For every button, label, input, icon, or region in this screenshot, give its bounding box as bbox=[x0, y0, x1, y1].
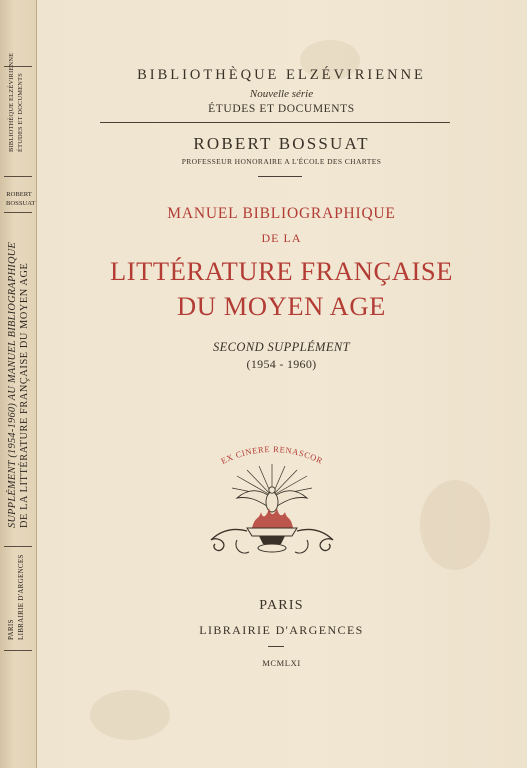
title-line4: DU MOYEN AGE bbox=[177, 291, 386, 321]
spine-rule bbox=[4, 176, 32, 177]
spine-title-line2: DE LA LITTÉRATURE FRANÇAISE DU MOYEN AGE bbox=[19, 262, 30, 528]
spine-author bbox=[6, 190, 36, 208]
spine-collection: ÉTUDES ET DOCUMENTS bbox=[17, 73, 24, 152]
divider bbox=[100, 122, 450, 123]
spine-author-first: ROBERT bbox=[6, 191, 32, 198]
title-line3: LITTÉRATURE FRANÇAISE bbox=[109, 256, 454, 286]
years-label: (1954 - 1960) bbox=[246, 357, 317, 371]
spine-publisher: LIBRAIRIE D'ARGENCES bbox=[17, 554, 25, 640]
spine-series: BIBLIOTHÈQUE ELZÉVIRIENNE bbox=[8, 52, 15, 152]
spine-rule bbox=[4, 546, 32, 547]
spine-city: PARIS bbox=[7, 619, 15, 640]
spine-title-line1: SUPPLÉMENT (1954-1960) AU MANUEL BIBLIOGRAPHIQUE bbox=[7, 241, 18, 528]
series-collection: ÉTUDES ET DOCUMENTS bbox=[208, 103, 355, 115]
author-name: ROBERT BOSSUAT bbox=[193, 134, 370, 153]
series-name: BIBLIOTHÈQUE ELZÉVIRIENNE bbox=[137, 67, 426, 83]
book-spine bbox=[0, 0, 37, 768]
spine-author-last: BOSSUAT bbox=[6, 200, 36, 207]
paper-stain bbox=[90, 690, 170, 740]
short-divider bbox=[268, 646, 284, 647]
title-line2: DE LA bbox=[261, 231, 302, 245]
series-subtitle: Nouvelle série bbox=[249, 88, 314, 100]
supplement-label: SECOND SUPPLÉMENT bbox=[212, 340, 350, 354]
spine-rule bbox=[4, 650, 32, 651]
publication-city: PARIS bbox=[259, 598, 304, 613]
phoenix-emblem-icon bbox=[197, 436, 347, 566]
paper-stain bbox=[420, 480, 490, 570]
author-title: PROFESSEUR HONORAIRE A L'ÉCOLE DES CHARTES bbox=[181, 157, 382, 166]
publisher-name: LIBRAIRIE D'ARGENCES bbox=[199, 623, 364, 637]
title-line1: MANUEL BIBLIOGRAPHIQUE bbox=[167, 205, 396, 222]
publication-year: MCMLXI bbox=[262, 658, 301, 668]
short-divider bbox=[258, 176, 302, 177]
spine-rule bbox=[4, 212, 32, 213]
emblem-motto: EX CINERE RENASCOR bbox=[219, 443, 325, 466]
